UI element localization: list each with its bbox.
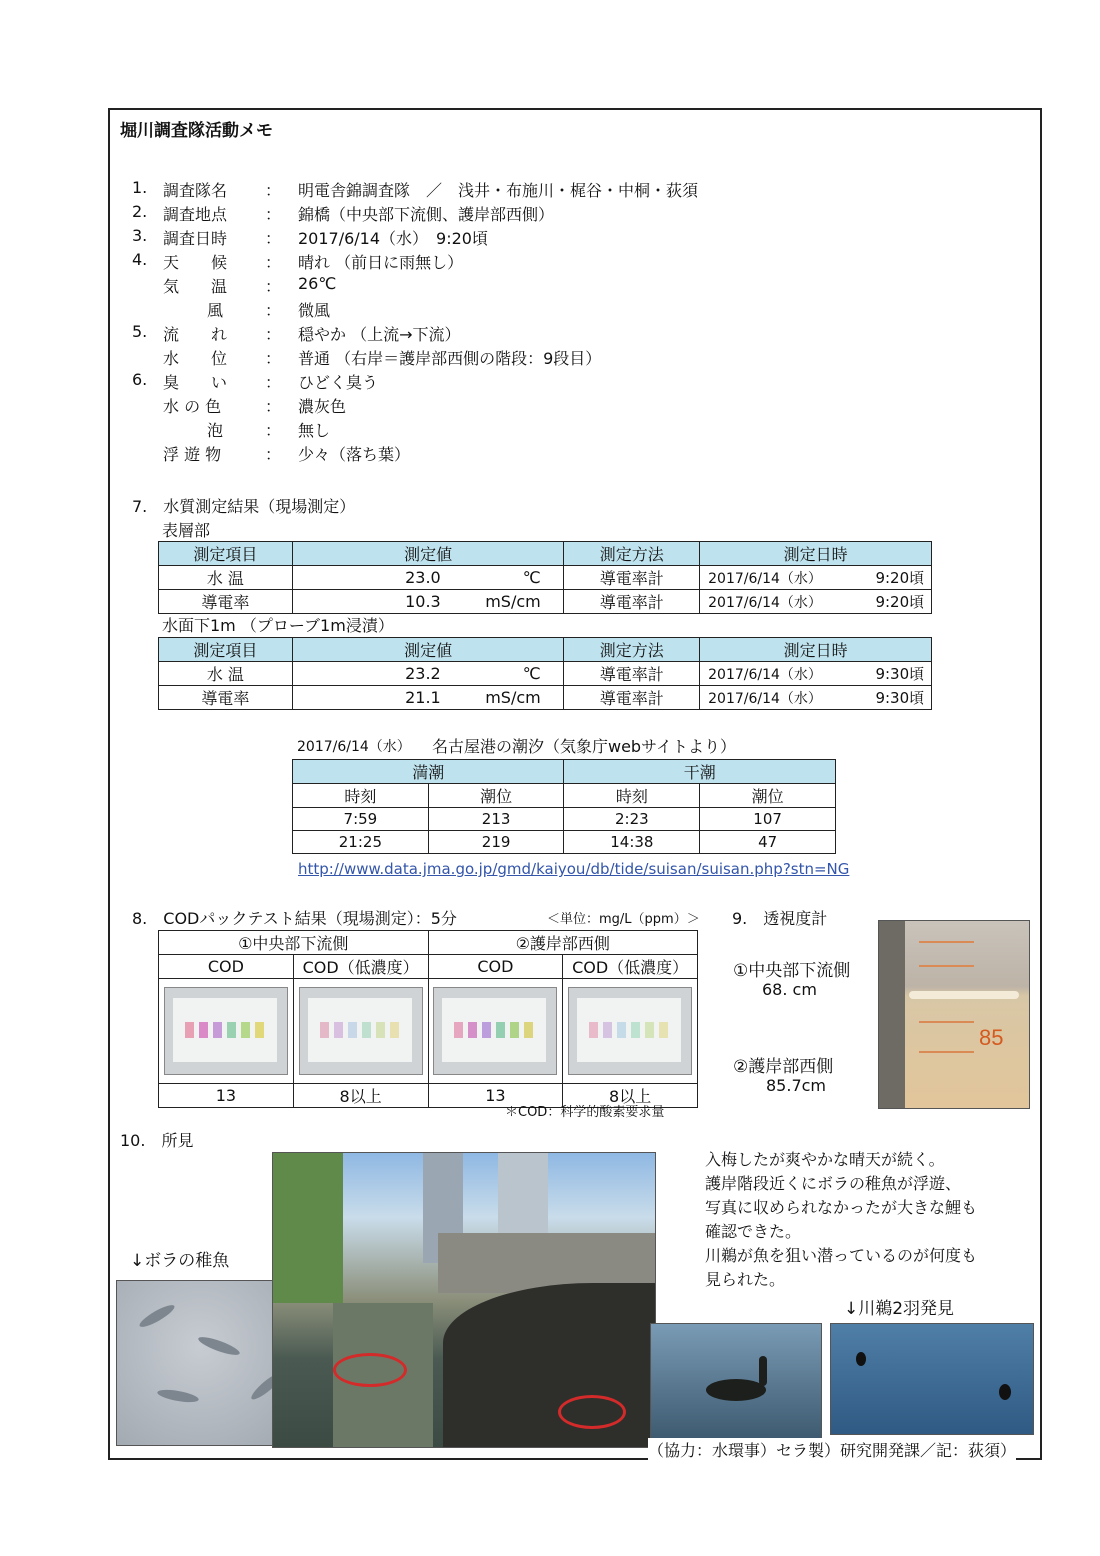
cod-unit: ＜単位：mg/L（ppm）＞ <box>547 912 700 927</box>
col-method: 測定方法 <box>564 638 700 662</box>
tide-caption: 名古屋港の潮汐（気象庁webサイトより） <box>432 737 736 756</box>
measure-date-cell <box>700 662 932 686</box>
findings-heading: 10. 所見 <box>120 1131 194 1150</box>
gauge-tick <box>919 1051 974 1053</box>
cormorant-neck <box>759 1356 767 1386</box>
measure-value: 23.0 <box>405 568 441 587</box>
page-title: 堀川調査隊活動メモ <box>120 121 273 141</box>
cod-table <box>158 930 698 1108</box>
cod-result-3: 13 <box>428 1084 563 1108</box>
findings-note-line: 見られた。 <box>705 1270 786 1289</box>
cod-result-4: 8以上 <box>563 1084 698 1108</box>
cod-test-photo <box>568 987 692 1075</box>
info-label: 調査地点 <box>163 205 228 224</box>
info-label: 水 位 <box>163 349 228 368</box>
measure-row <box>159 590 932 614</box>
measure-value: 21.1 <box>405 688 441 707</box>
col-item: 測定項目 <box>159 542 293 566</box>
cod-col: COD <box>159 955 294 979</box>
cod-color-swatch <box>213 1022 222 1038</box>
measure-date: 2017/6/14（水） <box>708 667 822 683</box>
fish-label: ↓ボラの稚魚 <box>130 1251 230 1271</box>
transparency-heading: 9. 透視度計 <box>732 909 828 928</box>
info-number: 2. <box>132 202 148 221</box>
cod-color-card <box>577 998 681 1062</box>
measure-method: 導電率計 <box>564 590 700 614</box>
cod-photo-cell <box>293 979 428 1084</box>
cod-color-swatch <box>659 1022 668 1038</box>
info-label: 調査日時 <box>163 229 228 248</box>
info-number: 3. <box>132 226 148 245</box>
cod-photo-cell <box>428 979 563 1084</box>
footer-credit: （協力：水環事）セラ製）研究開発課／記：荻須） <box>648 1438 1016 1461</box>
cod-color-swatch <box>510 1022 519 1038</box>
measure-time: 9:20頃 <box>875 569 925 587</box>
cod-color-swatch <box>617 1022 626 1038</box>
measure-unit: mS/cm <box>485 688 541 707</box>
cod-color-swatch <box>227 1022 236 1038</box>
measure-unit: ℃ <box>522 664 541 683</box>
measure-row <box>159 566 932 590</box>
info-number: 4. <box>132 250 148 269</box>
cod-color-swatch <box>468 1022 477 1038</box>
info-value: 普通 （右岸＝護岸部西側の階段：9段目） <box>298 349 602 368</box>
info-label: 浮 遊 物 <box>163 445 222 464</box>
measure-value-cell <box>292 566 564 590</box>
cod-heading: 8. CODパックテスト結果（現場測定）：5分 <box>132 909 457 928</box>
info-value: 少々（落ち葉） <box>298 445 411 464</box>
measure-unit: mS/cm <box>485 592 541 611</box>
tide-cell: 219 <box>428 831 564 854</box>
transparency-site-1: ①中央部下流側 <box>733 961 851 981</box>
cod-color-swatch <box>524 1022 533 1038</box>
measure-time: 9:20頃 <box>875 593 925 611</box>
measure-row <box>159 662 932 686</box>
info-value: 26℃ <box>298 274 337 293</box>
cod-test-photo <box>164 987 288 1075</box>
info-value: 錦橋（中央部下流側、護岸部西側） <box>298 205 555 224</box>
info-colon: ： <box>265 229 282 248</box>
cod-color-swatch <box>362 1022 371 1038</box>
cod-color-swatch <box>334 1022 343 1038</box>
measure-value-cell <box>292 590 564 614</box>
info-colon: ： <box>265 349 282 368</box>
info-colon: ： <box>265 445 282 464</box>
tide-time-col: 時刻 <box>293 784 429 808</box>
findings-note-line: 入梅したが爽やかな晴天が続く。 <box>705 1150 945 1169</box>
cod-photo-cell <box>563 979 698 1084</box>
cod-footnote: ＊COD：科学的酸素要求量 <box>505 1105 665 1120</box>
cod-group-1: ①中央部下流側 <box>159 931 429 955</box>
tide-source-link[interactable]: http://www.data.jma.go.jp/gmd/kaiyou/db/tide/suisan/suisan.php?stn=NG <box>298 860 850 878</box>
info-label: 流 れ <box>163 325 228 344</box>
tide-cell: 14:38 <box>564 831 700 854</box>
cormorant-photo-2 <box>830 1323 1034 1435</box>
info-label: 臭 い <box>163 373 228 392</box>
tide-cell: 7:59 <box>293 808 429 831</box>
measure-method: 導電率計 <box>564 662 700 686</box>
fish-shape <box>137 1302 177 1331</box>
surface-label: 表層部 <box>162 521 211 540</box>
measure-row <box>159 686 932 710</box>
info-colon: ： <box>265 421 282 440</box>
measure-method: 導電率計 <box>564 566 700 590</box>
cormorant-head <box>856 1352 866 1366</box>
cormorant-body <box>706 1379 766 1401</box>
cod-color-swatch <box>454 1022 463 1038</box>
tide-row <box>293 831 836 854</box>
col-date: 測定日時 <box>700 542 932 566</box>
cod-color-swatch <box>603 1022 612 1038</box>
gauge-tick <box>919 941 974 943</box>
gauge-meniscus <box>909 991 1019 999</box>
cod-color-swatch <box>348 1022 357 1038</box>
tree-shape <box>273 1153 343 1303</box>
transparency-value-2: 85.7cm <box>766 1076 827 1095</box>
measure-time: 9:30頃 <box>875 665 925 683</box>
info-number: 5. <box>132 322 148 341</box>
tide-date: 2017/6/14（水） <box>297 739 411 755</box>
measure-item: 導電率 <box>159 686 293 710</box>
col-date: 測定日時 <box>700 638 932 662</box>
cod-color-swatch <box>496 1022 505 1038</box>
info-number: 1. <box>132 178 148 197</box>
gauge-number: 85 <box>979 1025 1004 1050</box>
cod-color-swatch <box>645 1022 654 1038</box>
tide-low-header: 干潮 <box>564 760 836 784</box>
info-colon: ： <box>265 181 282 200</box>
transparency-value-1: 68. cm <box>762 980 817 999</box>
measure-unit: ℃ <box>522 568 541 587</box>
measure-date: 2017/6/14（水） <box>708 595 822 611</box>
gauge-tick <box>919 1021 974 1023</box>
col-method: 測定方法 <box>564 542 700 566</box>
tide-high-header: 満潮 <box>293 760 564 784</box>
info-label: 調査隊名 <box>163 181 228 200</box>
tide-cell: 21:25 <box>293 831 429 854</box>
tide-table <box>292 759 836 854</box>
info-colon: ： <box>265 277 282 296</box>
cod-color-swatch <box>185 1022 194 1038</box>
info-colon: ： <box>265 373 282 392</box>
cormorant-photo-1 <box>650 1323 822 1440</box>
info-value: 微風 <box>298 301 331 320</box>
findings-notes <box>705 1148 977 1292</box>
transparency-gauge-photo <box>878 920 1030 1109</box>
water-heading: 7. 水質測定結果（現場測定） <box>132 497 356 516</box>
measure-date: 2017/6/14（水） <box>708 571 822 587</box>
bridge-photo <box>272 1152 656 1448</box>
tide-cell: 107 <box>700 808 836 831</box>
fish-shape <box>197 1334 242 1358</box>
cod-color-swatch <box>376 1022 385 1038</box>
findings-note-line: 護岸階段近くにボラの稚魚が浮遊、 <box>705 1174 962 1193</box>
transparency-site-2: ②護岸部西側 <box>733 1057 834 1077</box>
cod-color-card <box>173 998 277 1062</box>
tide-cell: 2:23 <box>564 808 700 831</box>
info-colon: ： <box>265 325 282 344</box>
cod-test-photo <box>299 987 423 1075</box>
col-value: 測定値 <box>292 542 564 566</box>
info-label: 風 <box>206 301 223 320</box>
measure-date-cell <box>700 590 932 614</box>
cod-group-2: ②護岸部西側 <box>428 931 698 955</box>
measure-date-cell <box>700 686 932 710</box>
info-colon: ： <box>265 253 282 272</box>
fish-highlight-circle <box>333 1353 407 1387</box>
cod-color-swatch <box>390 1022 399 1038</box>
info-value: 2017/6/14（水） 9:20頃 <box>298 229 488 248</box>
surface-table <box>158 541 932 614</box>
tide-time-col: 時刻 <box>564 784 700 808</box>
measure-item: 水 温 <box>159 566 293 590</box>
cod-color-swatch <box>241 1022 250 1038</box>
bird-highlight-circle <box>558 1395 626 1429</box>
col-value: 測定値 <box>292 638 564 662</box>
building-shape <box>498 1153 548 1233</box>
info-label: 天 候 <box>163 253 228 272</box>
measure-value-cell <box>292 686 564 710</box>
gauge-shadow <box>879 921 905 1108</box>
measure-date-cell <box>700 566 932 590</box>
col-item: 測定項目 <box>159 638 293 662</box>
cod-color-swatch <box>199 1022 208 1038</box>
info-value: 明電舎錦調査隊 ／ 浅井・布施川・梶谷・中桐・荻須 <box>298 181 699 200</box>
cod-test-photo <box>433 987 557 1075</box>
tide-level-col: 潮位 <box>428 784 564 808</box>
gauge-tick <box>919 965 974 967</box>
depth-table <box>158 637 932 710</box>
tide-level-col: 潮位 <box>700 784 836 808</box>
bridge-arch <box>443 1283 655 1447</box>
measure-value-cell <box>292 662 564 686</box>
cod-result-1: 13 <box>159 1084 294 1108</box>
measure-method: 導電率計 <box>564 686 700 710</box>
measure-item: 導電率 <box>159 590 293 614</box>
info-value: 濃灰色 <box>298 397 347 416</box>
cod-photo-cell <box>159 979 294 1084</box>
depth-label: 水面下1m （プローブ1m浸漬） <box>162 616 394 635</box>
info-number: 6. <box>132 370 148 389</box>
cod-low-col: COD（低濃度） <box>293 955 428 979</box>
info-value: 晴れ （前日に雨無し） <box>298 253 464 272</box>
measure-date: 2017/6/14（水） <box>708 691 822 707</box>
fish-shape <box>156 1387 199 1404</box>
measure-value: 23.2 <box>405 664 441 683</box>
cod-color-card <box>308 998 412 1062</box>
info-label: 気 温 <box>163 277 228 296</box>
info-value: ひどく臭う <box>298 373 379 392</box>
cod-color-swatch <box>320 1022 329 1038</box>
tide-cell: 213 <box>428 808 564 831</box>
cod-color-swatch <box>255 1022 264 1038</box>
measure-value: 10.3 <box>405 592 441 611</box>
info-colon: ： <box>265 205 282 224</box>
measure-item: 水 温 <box>159 662 293 686</box>
info-label: 水 の 色 <box>163 397 222 416</box>
cormorant-label: ↓川鵜2羽発見 <box>844 1299 955 1319</box>
cod-result-2: 8以上 <box>293 1084 428 1108</box>
cod-color-swatch <box>589 1022 598 1038</box>
info-label: 泡 <box>206 421 223 440</box>
info-value: 穏やか （上流→下流） <box>298 325 461 344</box>
tide-row <box>293 808 836 831</box>
info-value: 無し <box>298 421 331 440</box>
cod-color-card <box>442 998 546 1062</box>
cod-color-swatch <box>631 1022 640 1038</box>
cod-color-swatch <box>482 1022 491 1038</box>
cormorant-head <box>999 1384 1011 1400</box>
findings-note-line: 写真に収められなかったが大きな鯉も <box>705 1198 978 1217</box>
cod-col: COD <box>428 955 563 979</box>
info-colon: ： <box>265 397 282 416</box>
tide-cell: 47 <box>700 831 836 854</box>
findings-note-line: 川鵜が魚を狙い潜っているのが何度も <box>705 1246 978 1265</box>
measure-time: 9:30頃 <box>875 689 925 707</box>
info-colon: ： <box>265 301 282 320</box>
findings-note-line: 確認できた。 <box>705 1222 802 1241</box>
cod-low-col: COD（低濃度） <box>563 955 698 979</box>
